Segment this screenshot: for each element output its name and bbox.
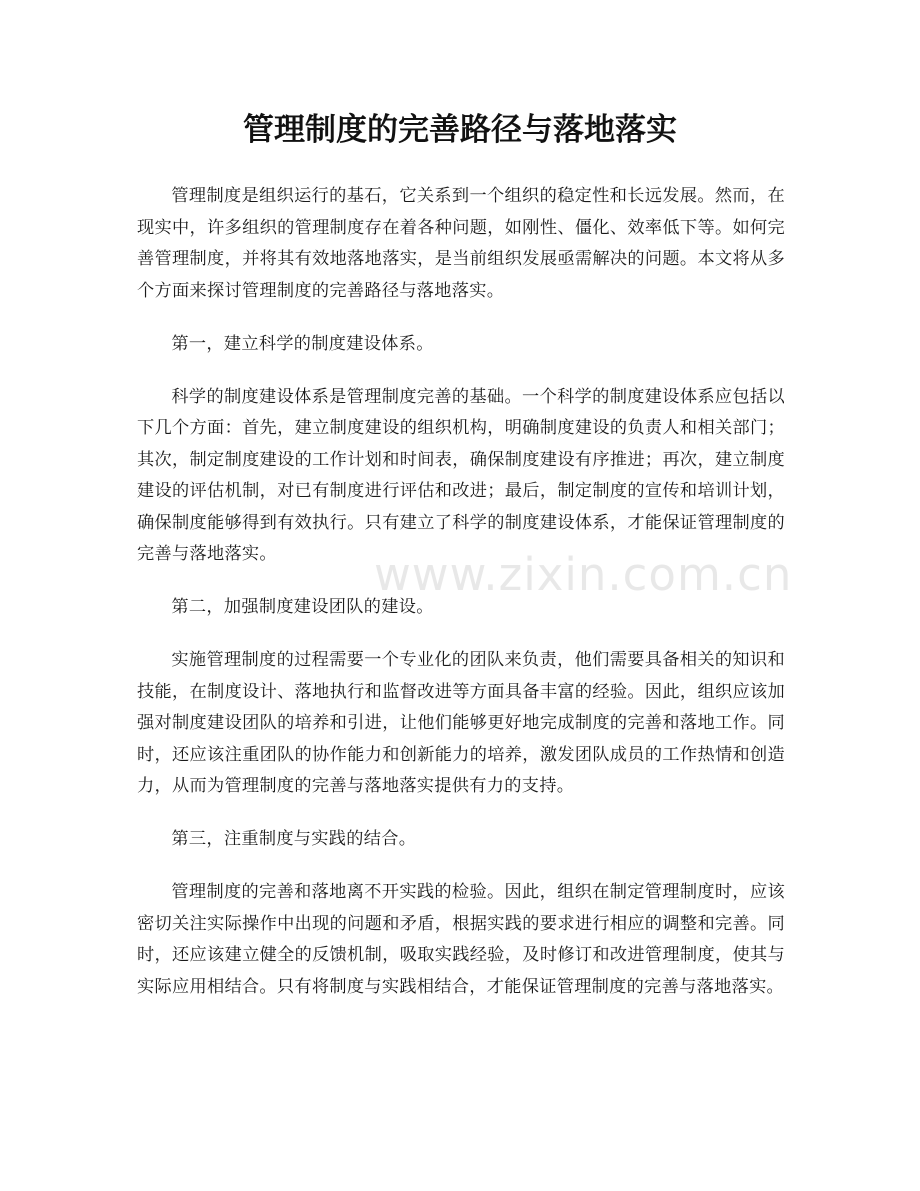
document-title: 管理制度的完善路径与落地落实 <box>243 112 677 148</box>
section-heading-2: 第二，加强制度建设团队的建设。 <box>171 597 434 617</box>
section-heading-3: 第三，注重制度与实践的结合。 <box>171 829 417 849</box>
watermark: www.zixin.com.cn <box>374 548 793 601</box>
document-body <box>137 181 785 1003</box>
paragraph-intro: 管理制度是组织运行的基石，它关系到一个组织的稳定性和长远发展。然而，在现实中，许多组织的管理制度存在着各种问题，如刚性、僵化、效率低下等。如何完善管理制度，并将其有效地落地落实，是当前组织发展亟需解决的问题。本文将从多个方面来探讨管理制度的完善路径与落地落实。 <box>137 186 785 301</box>
paragraph-section-1: 科学的制度建设体系是管理制度完善的基础。一个科学的制度建设体系应包括以下几个方面：首先，建立制度建设的组织机构，明确制度建设的负责人和相关部门；其次，制定制度建设的工作计划和时间表，确保制度建设有序推进；再次，建立制度建设的评估机制，对已有制度进行评估和改进；最后，制定制度的宣传和培训计划，确保制度能够得到有效执行。只有建立了科学的制度建设体系，才能保证管理制度的完善与落地落实。 <box>137 386 785 564</box>
paragraph-section-3: 管理制度的完善和落地离不开实践的检验。因此，组织在制定管理制度时，应该密切关注实际操作中出现的问题和矛盾，根据实践的要求进行相应的调整和完善。同时，还应该建立健全的反馈机制，吸取实践经验，及时修订和改进管理制度，使其与实际应用相结合。只有将制度与实践相结合，才能保证管理制度的完善与落地落实。 <box>137 882 785 997</box>
section-heading-1: 第一，建立科学的制度建设体系。 <box>171 333 434 354</box>
paragraph-section-2: 实施管理制度的过程需要一个专业化的团队来负责，他们需要具备相关的知识和技能，在制度设计、落地执行和监督改进等方面具备丰富的经验。因此，组织应该加强对制度建设团队的培养和引进，让他们能够更好地完成制度的完善和落地工作。同时，还应该注重团队的协作能力和创新能力的培养，激发团队成员的工作热情和创造力，从而为管理制度的完善与落地落实提供有力的支持。 <box>137 650 785 796</box>
